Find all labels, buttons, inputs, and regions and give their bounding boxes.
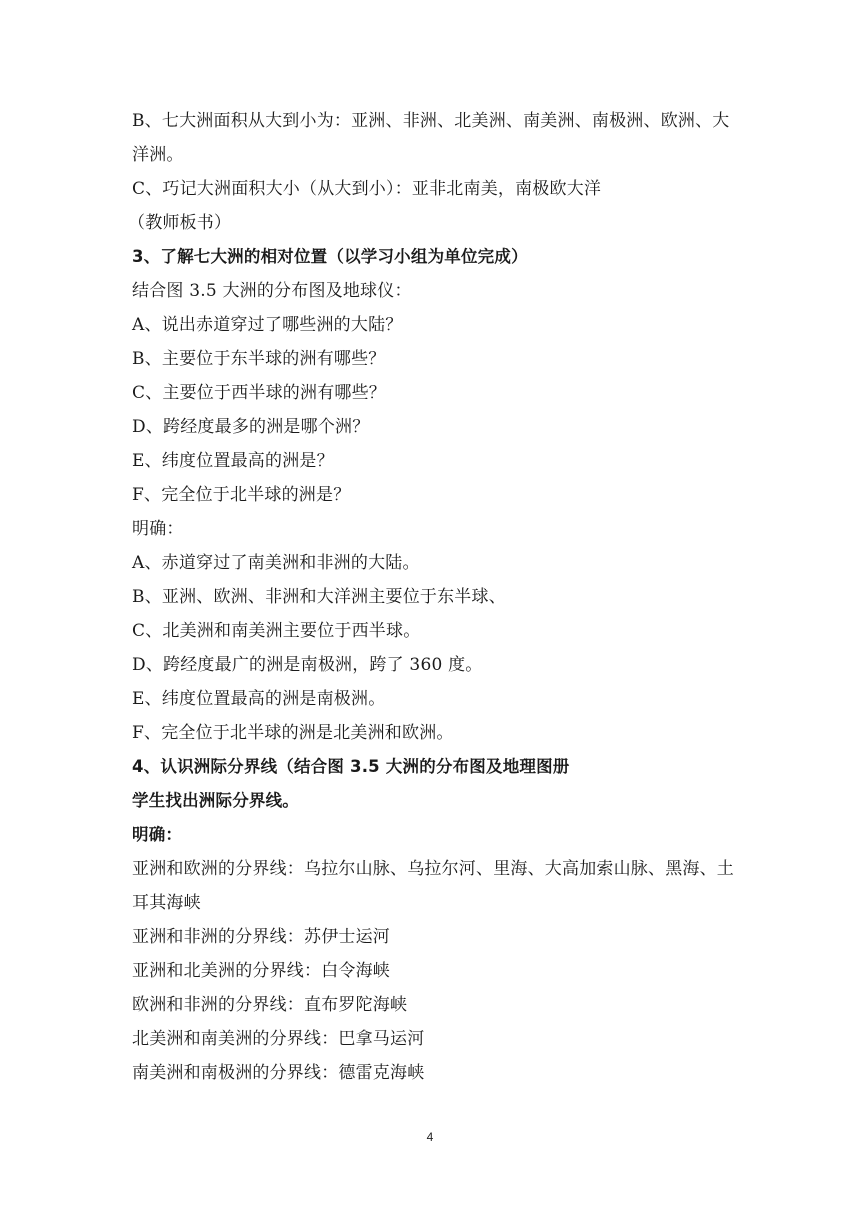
boundary-line: 耳其海峡: [132, 893, 201, 913]
question-item: B、主要位于东半球的洲有哪些？: [132, 349, 386, 369]
text-line: （教师板书）: [128, 213, 232, 233]
text-line: 洋洲。: [132, 145, 184, 165]
question-item: E、纬度位置最高的洲是？: [132, 451, 334, 471]
boundary-line: 南美洲和南极洲的分界线：德雷克海峡: [132, 1063, 425, 1083]
question-item: F、完全位于北半球的洲是？: [132, 485, 351, 505]
section-heading: 4、认识洲际分界线（结合图 3.5 大洲的分布图及地理图册: [132, 757, 570, 776]
question-item: D、跨经度最多的洲是哪个洲？: [132, 417, 370, 437]
page-number: 4: [426, 1130, 434, 1144]
answer-item: F、完全位于北半球的洲是北美洲和欧洲。: [132, 723, 454, 743]
answer-item: E、纬度位置最高的洲是南极洲。: [132, 689, 386, 709]
boundary-line: 亚洲和非洲的分界线：苏伊士运河: [132, 927, 390, 947]
question-item: C、主要位于西半球的洲有哪些？: [132, 383, 387, 403]
section-subheading: 明确：: [132, 825, 183, 844]
answer-item: D、跨经度最广的洲是南极洲，跨了 360 度。: [132, 655, 483, 675]
section-subheading: 学生找出洲际分界线。: [132, 791, 299, 810]
question-item: A、说出赤道穿过了哪些洲的大陆？: [132, 315, 403, 335]
answer-item: A、赤道穿过了南美洲和非洲的大陆。: [132, 553, 420, 573]
answer-item: C、北美洲和南美洲主要位于西半球。: [132, 621, 421, 641]
boundary-line: 亚洲和北美洲的分界线：白令海峡: [132, 961, 390, 981]
text-line: C、巧记大洲面积大小（从大到小）：亚非北南美，南极欧大洋: [132, 179, 602, 199]
boundary-line: 欧洲和非洲的分界线：直布罗陀海峡: [132, 995, 408, 1015]
boundary-line: 亚洲和欧洲的分界线：乌拉尔山脉、乌拉尔河、里海、大高加索山脉、黑海、土: [132, 859, 734, 879]
text-line: 明确：: [132, 519, 184, 539]
boundary-line: 北美洲和南美洲的分界线：巴拿马运河: [132, 1029, 425, 1049]
section-heading: 3、了解七大洲的相对位置（以学习小组为单位完成）: [132, 247, 528, 266]
text-line: 结合图 3.5 大洲的分布图及地球仪：: [132, 281, 412, 301]
text-line: B、七大洲面积从大到小为：亚洲、非洲、北美洲、南美洲、南极洲、欧洲、大: [132, 111, 730, 131]
answer-item: B、亚洲、欧洲、非洲和大洋洲主要位于东半球、: [132, 587, 506, 607]
